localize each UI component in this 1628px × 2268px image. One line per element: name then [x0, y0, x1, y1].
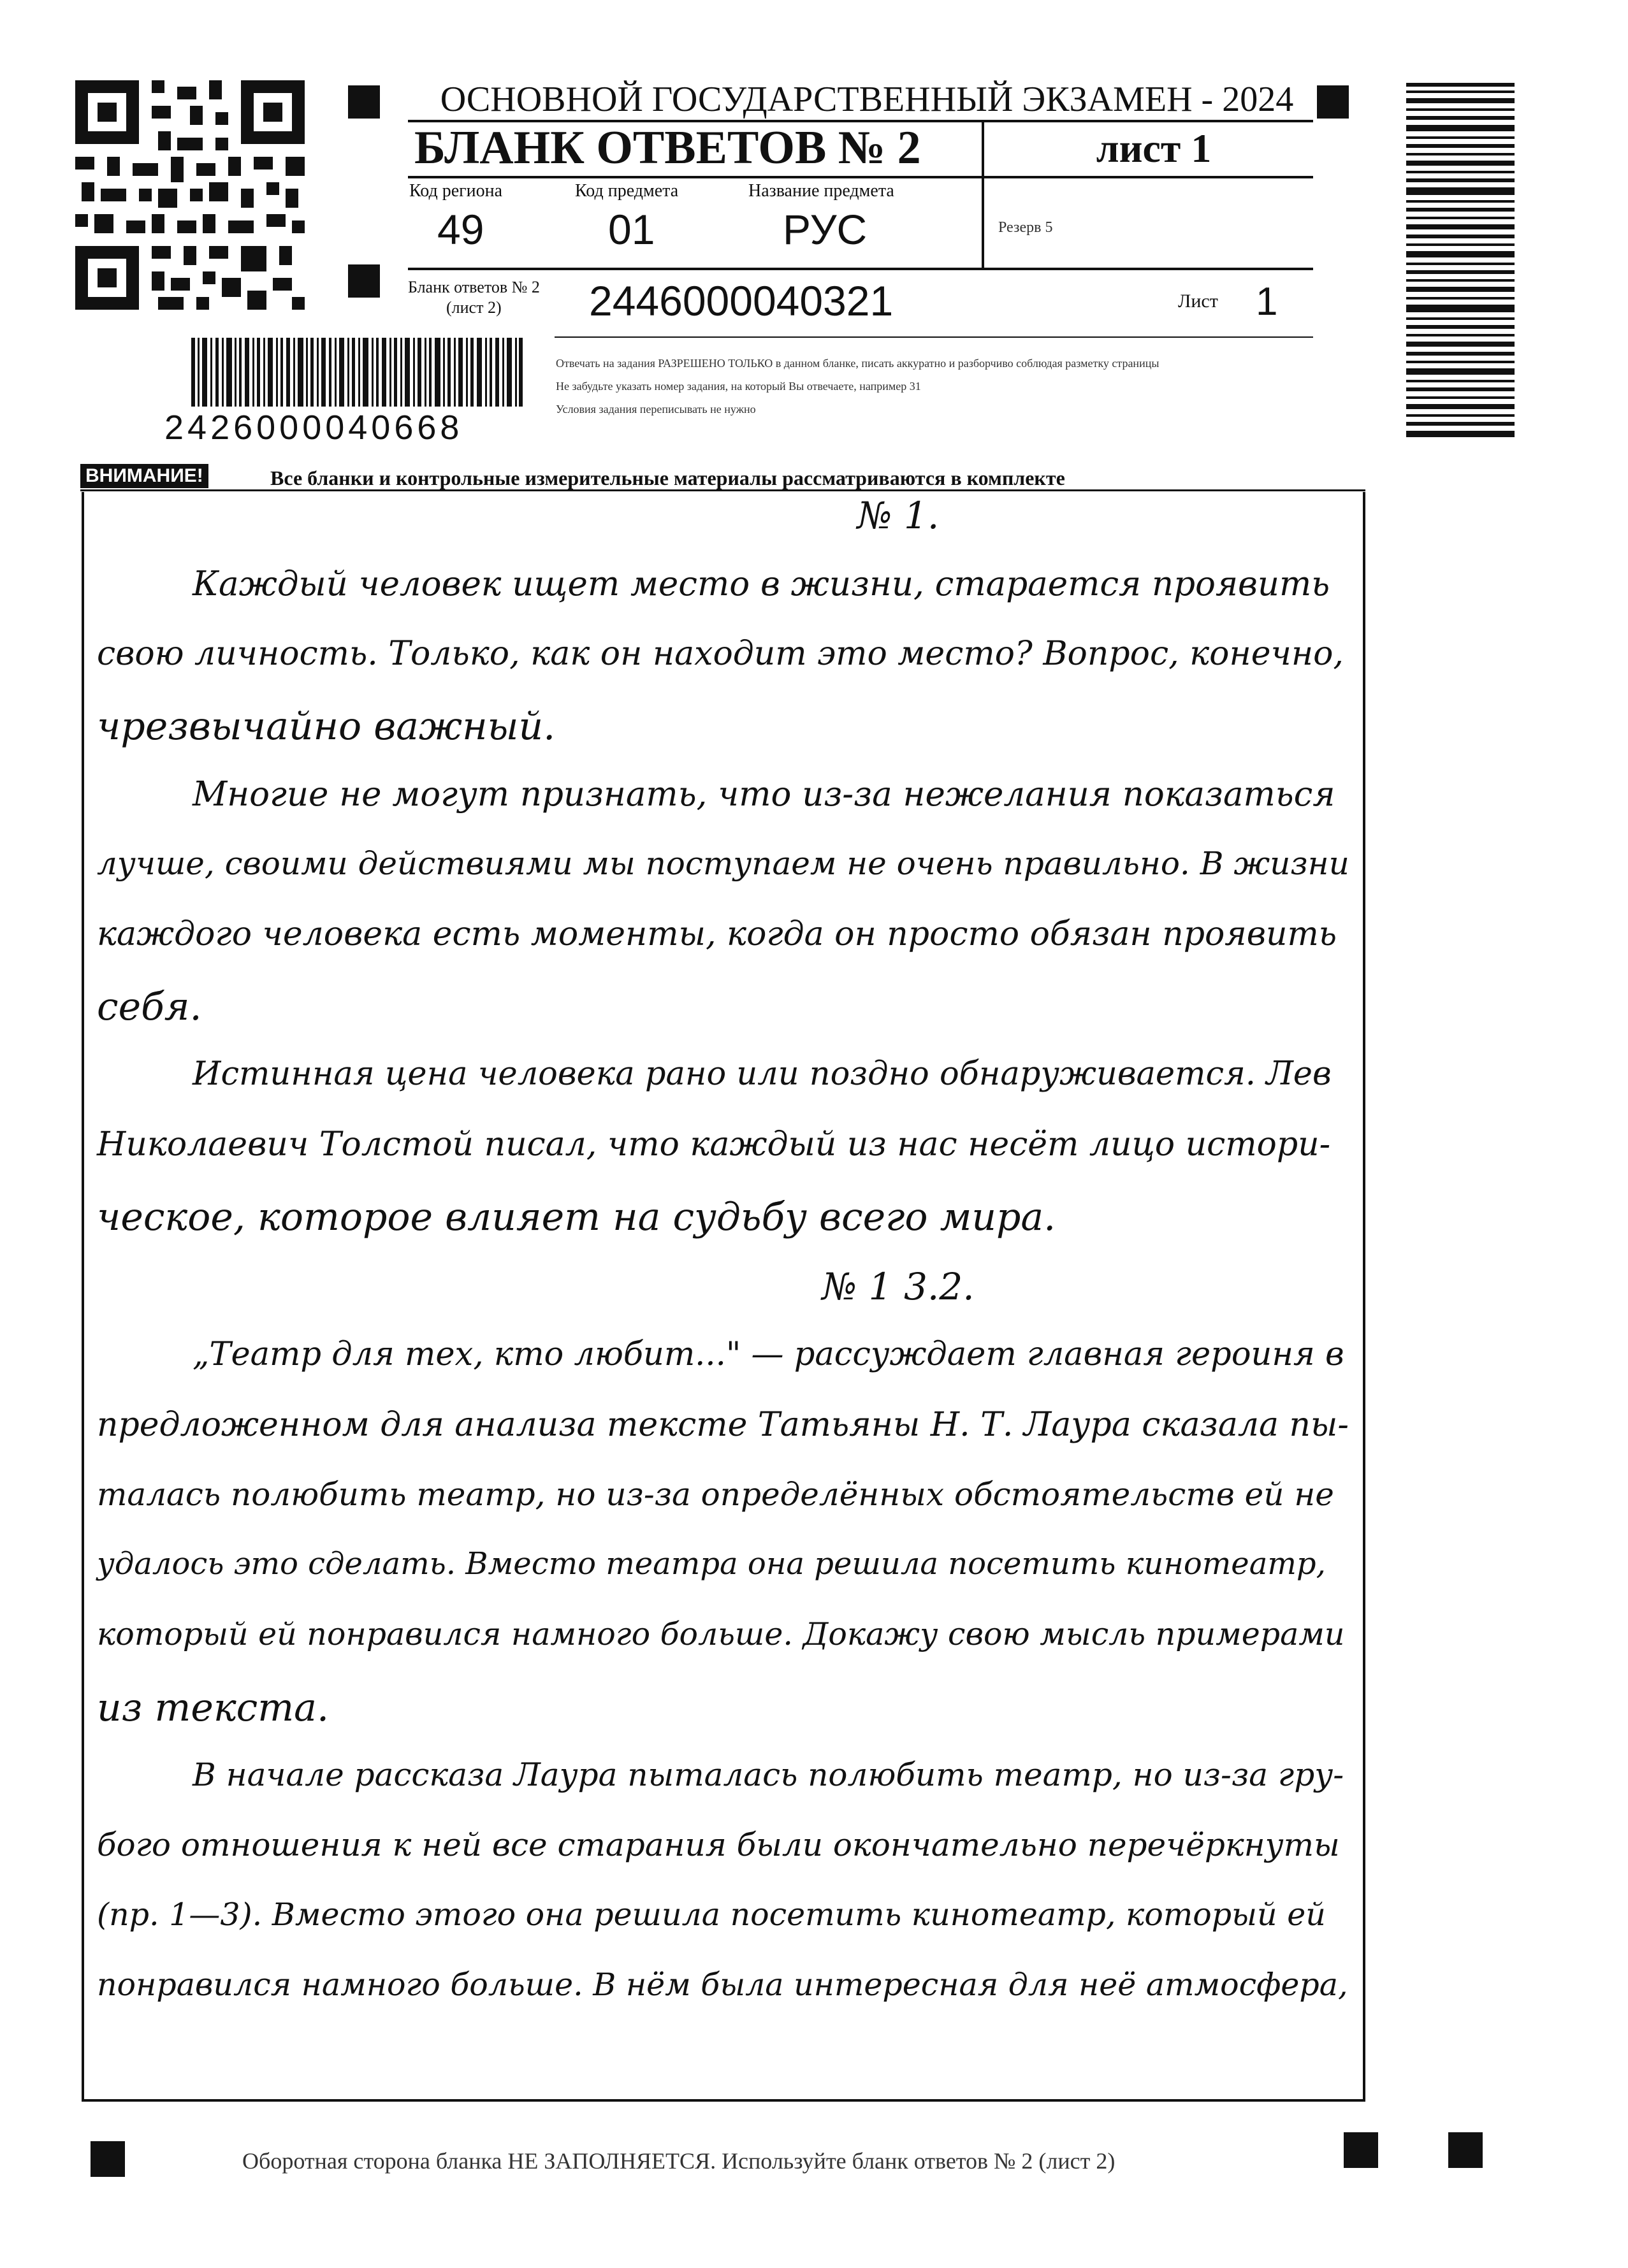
region-value: 49 [437, 206, 484, 253]
header-divider [982, 121, 984, 268]
answer-line: Каждый человек ищет место в жизни, старается проявить [193, 565, 1330, 603]
notice-badge: ВНИМАНИЕ! [80, 464, 208, 488]
timing-mark-bottom-left [91, 2141, 125, 2177]
subject-name-value: РУС [783, 206, 868, 253]
answer-line: талась полюбить театр, но из-за определённых обстоятельств ей не [97, 1476, 1334, 1513]
sheet-field-label: Лист [1178, 291, 1218, 312]
answer-area[interactable] [82, 492, 1365, 2102]
answer-line: удалось это сделать. Вместо театра она решила посетить кинотеатр, [97, 1546, 1326, 1582]
answer-line: который ей понравился намного больше. Докажу свою мысль примерами [97, 1616, 1345, 1652]
answer-line: из текста. [97, 1686, 330, 1730]
answer-line: № 1. [857, 494, 940, 537]
footer-text: Оборотная сторона бланка НЕ ЗАПОЛНЯЕТСЯ. Используйте бланк ответов № 2 (лист 2) [242, 2148, 1116, 2174]
timing-mark-top-right [1317, 85, 1349, 119]
answer-line: чрезвычайно важный. [97, 704, 556, 749]
answer-line: понравился намного больше. В нём была интересная для неё атмосфера, [97, 1967, 1348, 2003]
barcode-icon [191, 338, 523, 407]
timing-mark-bottom-right-1 [1344, 2132, 1378, 2168]
answer-line: Многие не могут признать, что из-за нежелания показаться [193, 775, 1335, 814]
answer-line: № 1 3.2. [822, 1265, 975, 1308]
header-rule-3 [408, 268, 1313, 270]
header-rule-4 [555, 336, 1313, 338]
notice-text: Все бланки и контрольные измерительные материалы рассматриваются в комплекте [270, 466, 1065, 489]
instruction-line3: Условия задания переписывать не нужно [556, 403, 756, 415]
header-rule-2 [408, 176, 1313, 178]
answer-line: „Театр для тех, кто любит..." — рассуждает главная героиня в [193, 1336, 1344, 1373]
sheet-field-value: 1 [1256, 280, 1278, 324]
answer-line: Николаевич Толстой писал, что каждый из нас несёт лицо истори- [97, 1125, 1331, 1164]
answer-line: себя. [97, 985, 202, 1029]
barcode-number: 2426000040668 [164, 408, 463, 447]
timing-mark-bottom-right-2 [1448, 2132, 1483, 2168]
instruction-line2: Не забудьте указать номер задания, на который Вы отвечаете, например 31 [556, 380, 921, 393]
ref-label-line1: Бланк ответов № 2 [408, 278, 540, 296]
answer-line: каждого человека есть моменты, когда он просто обязан проявить [97, 915, 1337, 953]
subject-name-label: Название предмета [748, 181, 894, 201]
sheet-label: лист 1 [1096, 126, 1212, 171]
ref-label-line2: (лист 2) [446, 298, 502, 317]
answer-line: (пр. 1—3). Вместо этого она решила посетить кинотеатр, который ей [97, 1896, 1326, 1933]
answer-line: В начале рассказа Лаура пыталась полюбить театр, но из-за гру- [193, 1756, 1344, 1793]
answer-line: бого отношения к ней все старания были окончательно перечёркнуты [97, 1826, 1340, 1863]
subject-code-value: 01 [608, 206, 655, 253]
side-barcode-icon [1406, 83, 1515, 440]
answer-line: свою личность. Только, как он находит это место? Вопрос, конечно, [97, 635, 1344, 673]
form-title: БЛАНК ОТВЕТОВ № 2 [414, 122, 921, 174]
reserve-label: Резерв 5 [998, 219, 1053, 236]
qr-code-icon [75, 80, 305, 310]
subject-code-label: Код предмета [575, 181, 679, 201]
instruction-line1: Отвечать на задания РАЗРЕШЕНО ТОЛЬКО в данном бланке, писать аккуратно и разборчиво соблюдая разметку страницы [556, 357, 1159, 370]
notice-rule [80, 489, 1365, 491]
timing-mark-mid-left [348, 264, 380, 298]
region-label: Код региона [409, 181, 503, 201]
answer-line: ческое, которое влияет на судьбу всего мира. [97, 1195, 1056, 1239]
answer-line: предложенном для анализа тексте Татьяны Н. Т. Лаура сказала пы- [97, 1406, 1349, 1444]
ref-number: 2446000040321 [589, 277, 894, 324]
answer-line: Истинная цена человека рано или поздно обнаруживается. Лев [193, 1055, 1332, 1093]
exam-title: ОСНОВНОЙ ГОСУДАРСТВЕННЫЙ ЭКЗАМЕН - 2024 [440, 80, 1294, 119]
timing-mark-top-left [348, 85, 380, 119]
answer-line: лучше, своими действиями мы поступаем не очень правильно. В жизни [97, 845, 1349, 882]
